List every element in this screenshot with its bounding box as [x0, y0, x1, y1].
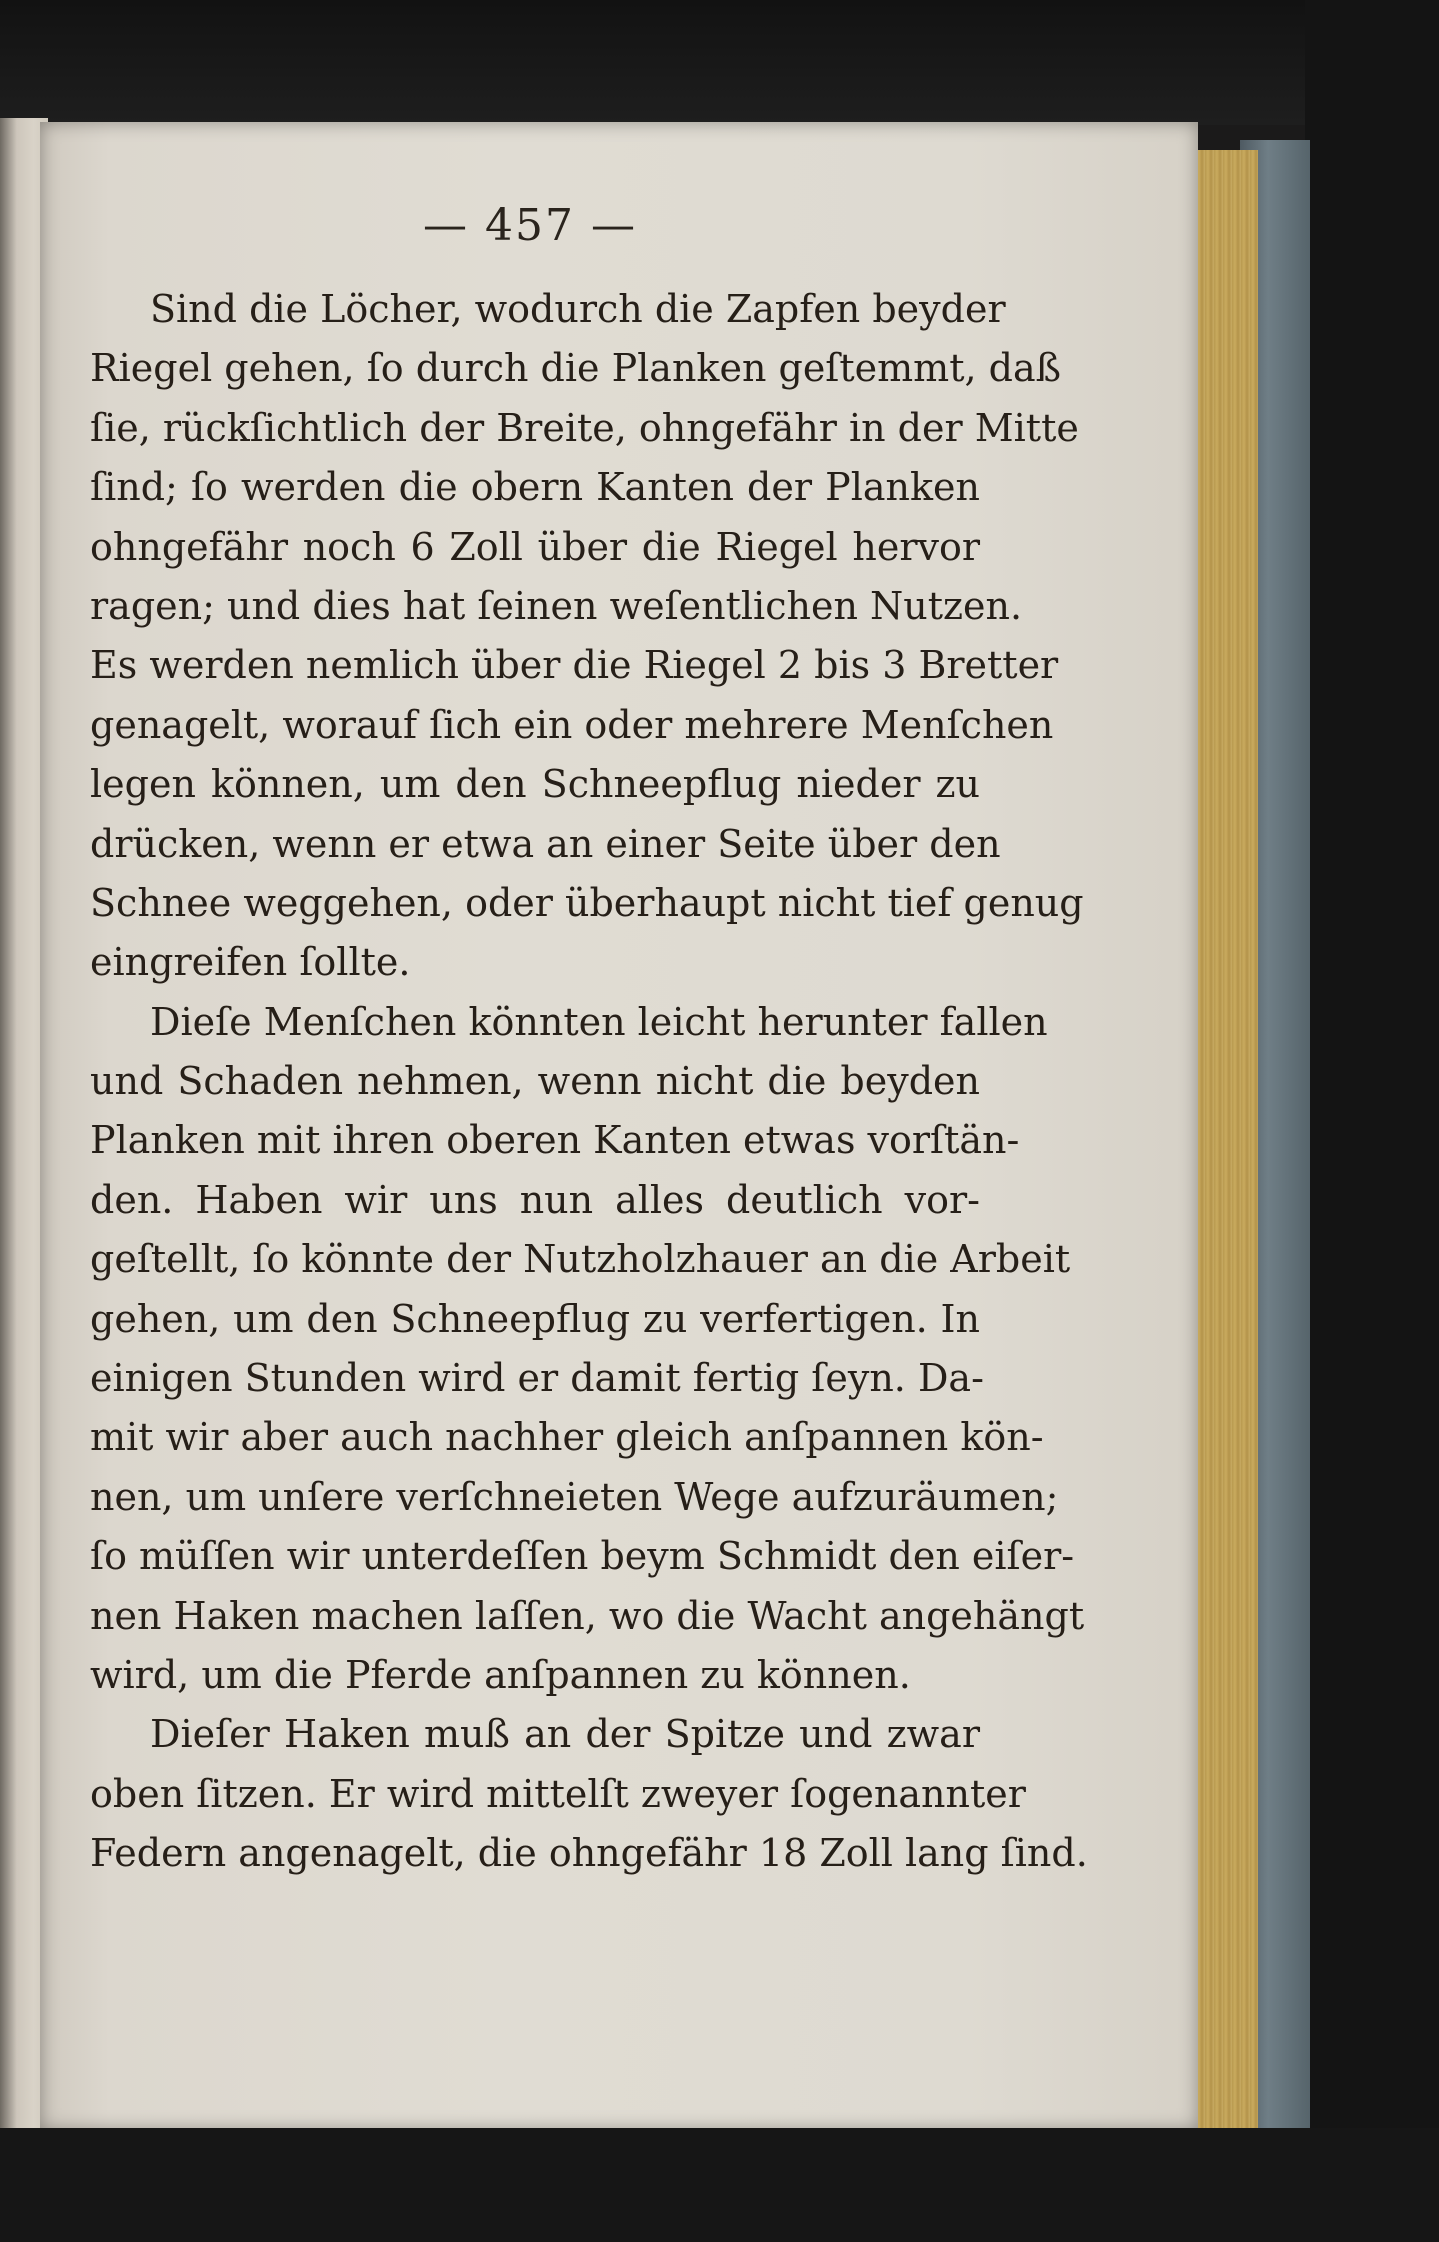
text-line: drücken, wenn er etwa an einer Seite über den [90, 821, 1001, 866]
text-line: Sind die Löcher, wodurch die Zapfen beyder [150, 287, 1006, 331]
text-line: ſie, rückſichtlich der Breite, ohngefähr in der Mitte [90, 405, 1079, 450]
text-line: Dieſer Haken muß an der Spitze und zwar [150, 1712, 980, 1757]
text-line: wird, um die Pferde anſpannen zu können. [90, 1652, 911, 1697]
text-line: den. Haben wir uns nun alles deutlich vor- [90, 1177, 980, 1222]
text-line: legen können, um den Schneepflug nieder zu [90, 762, 980, 807]
text-line: nen, um unſere verſchneieten Wege aufzuräumen; [90, 1474, 1059, 1519]
body-text [90, 280, 1088, 1884]
text-line: ragen; und dies hat ſeinen weſentlichen Nutzen. [90, 583, 1023, 628]
page-number: — 457 — [423, 200, 637, 251]
text-line: Riegel gehen, ſo durch die Planken geſtemmt, daß [90, 346, 1061, 391]
text-line: gehen, um den Schneepflug zu verfertigen. In [90, 1296, 980, 1341]
text-line: nen Haken machen laſſen, wo die Wacht angehängt [90, 1593, 1085, 1638]
text-line: mit wir aber auch nachher gleich anſpannen kön- [90, 1415, 1044, 1460]
text-line: Federn angenagelt, die ohngefähr 18 Zoll lang ſind. [90, 1831, 1088, 1876]
text-line: ſo müſſen wir unterdeſſen beym Schmidt den eiſer- [90, 1534, 1075, 1579]
text-line: einigen Stunden wird er damit fertig ſeyn. Da- [90, 1356, 984, 1401]
text-line: eingreifen ſollte. [90, 940, 411, 985]
text-line: geſtellt, ſo könnte der Nutzholzhauer an die Arbeit [90, 1237, 1071, 1282]
text-line: Planken mit ihren oberen Kanten etwas vorſtän- [90, 1118, 1020, 1163]
right-background [1305, 0, 1439, 2242]
text-line: ſind; ſo werden die obern Kanten der Planken [90, 465, 980, 510]
bottom-shadow [0, 2128, 1439, 2242]
text-line: Es werden nemlich über die Riegel 2 bis 3 Bretter [90, 643, 1059, 688]
top-shadow [0, 0, 1439, 125]
text-line: und Schaden nehmen, wenn nicht die beyden [90, 1059, 980, 1104]
text-line: oben ſitzen. Er wird mittelſt zweyer ſogenannter [90, 1771, 1026, 1816]
text-line: Schnee weggehen, oder überhaupt nicht tief genug [90, 880, 1084, 925]
text-line: Dieſe Menſchen könnten leicht herunter fallen [150, 999, 1048, 1044]
text-line: ohngefähr noch 6 Zoll über die Riegel hervor [90, 524, 980, 569]
text-line: genagelt, worauf ſich ein oder mehrere Menſchen [90, 702, 1054, 747]
